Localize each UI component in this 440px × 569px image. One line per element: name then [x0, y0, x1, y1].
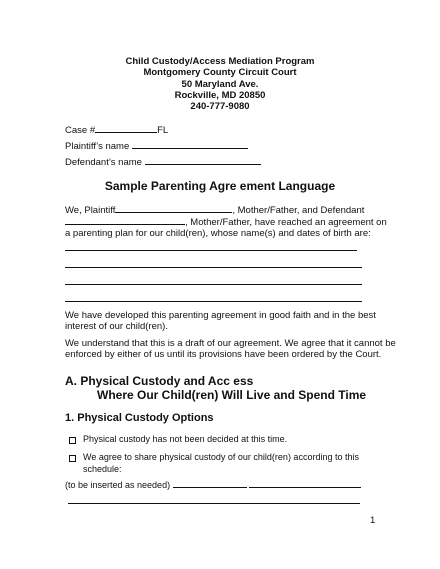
schedule-blank-1[interactable] — [173, 478, 247, 488]
defendant-name-field — [65, 155, 261, 168]
option-undecided-label: Physical custody has not been decided at this time. — [83, 434, 288, 444]
children-blank-line[interactable] — [65, 267, 362, 268]
schedule-blank-line[interactable] — [68, 503, 360, 504]
schedule-blank-2[interactable] — [249, 478, 361, 488]
intro-line-3: a parenting plan for our child(ren), whose name(s) and dates of birth are: — [65, 228, 371, 239]
section-a-heading: A. Physical Custody and Acc ess — [65, 374, 254, 388]
plaintiff-name-field — [65, 139, 248, 152]
phone-number: 240-777-9080 — [190, 101, 250, 113]
option-shared-label-2: schedule: — [83, 464, 122, 474]
case-number-field — [65, 123, 168, 136]
case-label: Case # — [65, 125, 96, 136]
city-address: Rockville, MD 20850 — [174, 89, 266, 101]
draft-notice-line-2: enforced by either of us until its provisions have been ordered by the Court. — [65, 349, 382, 360]
children-blank-line[interactable] — [65, 284, 362, 285]
intro-plaintiff-label: We, Plaintiff — [65, 205, 116, 216]
plaintiff-blank[interactable] — [115, 203, 232, 213]
plaintiff-label: Plaintiff’s name — [65, 141, 130, 152]
court-name: Montgomery County Circuit Court — [143, 67, 297, 79]
insert-label: (to be inserted as needed) — [65, 480, 171, 490]
defendant-label: Defendant’s name — [65, 157, 142, 168]
defendant-name-blank[interactable] — [145, 155, 261, 165]
option-undecided-checkbox[interactable] — [69, 437, 76, 444]
section-1-heading: 1. Physical Custody Options — [65, 412, 214, 424]
good-faith-line-1: We have developed this parenting agreement in good faith and in the best — [65, 310, 376, 321]
defendant-blank[interactable] — [65, 215, 185, 225]
children-blank-line[interactable] — [65, 250, 357, 251]
program-name: Child Custody/Access Mediation Program — [125, 56, 315, 67]
case-number-blank[interactable] — [95, 123, 157, 133]
good-faith-line-2: interest of our child(ren). — [65, 321, 168, 332]
document-title: Sample Parenting Agre ement Language — [104, 179, 336, 193]
case-suffix: FL — [157, 125, 169, 136]
letterhead — [0, 56, 440, 112]
section-a-subheading: Where Our Child(ren) Will Live and Spend Time — [97, 388, 367, 402]
children-blank-line[interactable] — [65, 301, 362, 302]
page-number: 1 — [370, 515, 376, 526]
intro-defendant-label: , Mother/Father, and Defendant — [232, 205, 365, 216]
plaintiff-name-blank[interactable] — [132, 139, 248, 149]
street-address: 50 Maryland Ave. — [181, 78, 259, 90]
option-shared-checkbox[interactable] — [69, 455, 76, 462]
schedule-insert-line — [65, 478, 361, 492]
intro-agreement-text: , Mother/Father, have reached an agreement on — [185, 217, 387, 228]
draft-notice-line-1: We understand that this is a draft of our agreement. We agree that it cannot be — [65, 338, 396, 349]
option-shared-label-1: We agree to share physical custody of our child(ren) according to this — [83, 452, 359, 462]
